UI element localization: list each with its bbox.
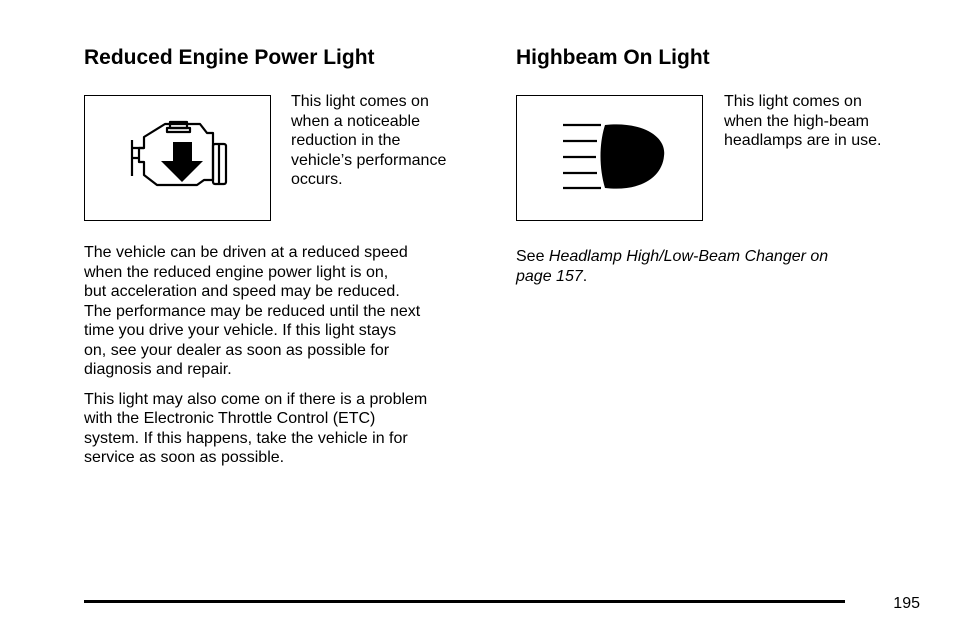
body-paragraph: The vehicle can be driven at a reduced speed when the reduced engine power light is on, but acceleration and speed may be reduced. The performance may be reduced until the next time you drive your vehicle. If this light stays on, see your dealer as soon as possible for diagnosis and repair.	[84, 244, 421, 378]
reduced-engine-power-description	[291, 92, 446, 190]
highbeam-on-heading: Highbeam On Light	[516, 46, 710, 69]
reduced-engine-power-icon-box	[84, 95, 271, 221]
engine-reduced-power-icon	[85, 96, 272, 222]
cross-reference-link[interactable]: Headlamp High/Low-Beam Changer on	[548, 248, 829, 265]
highbeam-headlamp-icon	[517, 96, 704, 222]
page-number: 195	[893, 595, 920, 612]
description-line: when the high-beam	[724, 112, 869, 130]
description-line: This light comes on	[291, 93, 429, 110]
description-line: vehicle’s performance	[291, 151, 447, 169]
footer-rule	[84, 600, 845, 603]
description-line: This light comes on	[724, 93, 862, 110]
highbeam-description	[724, 92, 881, 151]
description-line: reduction in the	[291, 132, 401, 149]
description-line: when a noticeable	[291, 112, 420, 130]
reduced-engine-power-body	[84, 243, 427, 478]
cross-reference-link[interactable]: page 157	[516, 267, 583, 285]
body-paragraph: This light may also come on if there is a problem with the Electronic Throttle Control (ETC) system. If this happens, take the vehicle in for service as soon as possible.	[84, 390, 428, 466]
description-line: occurs.	[291, 171, 343, 188]
description-line: headlamps are in use.	[724, 132, 882, 149]
reduced-engine-power-heading: Reduced Engine Power Light	[84, 46, 375, 69]
highbeam-icon-box	[516, 95, 703, 221]
highbeam-see-reference: See Headlamp High/Low-Beam Changer on page 157.	[516, 248, 829, 285]
